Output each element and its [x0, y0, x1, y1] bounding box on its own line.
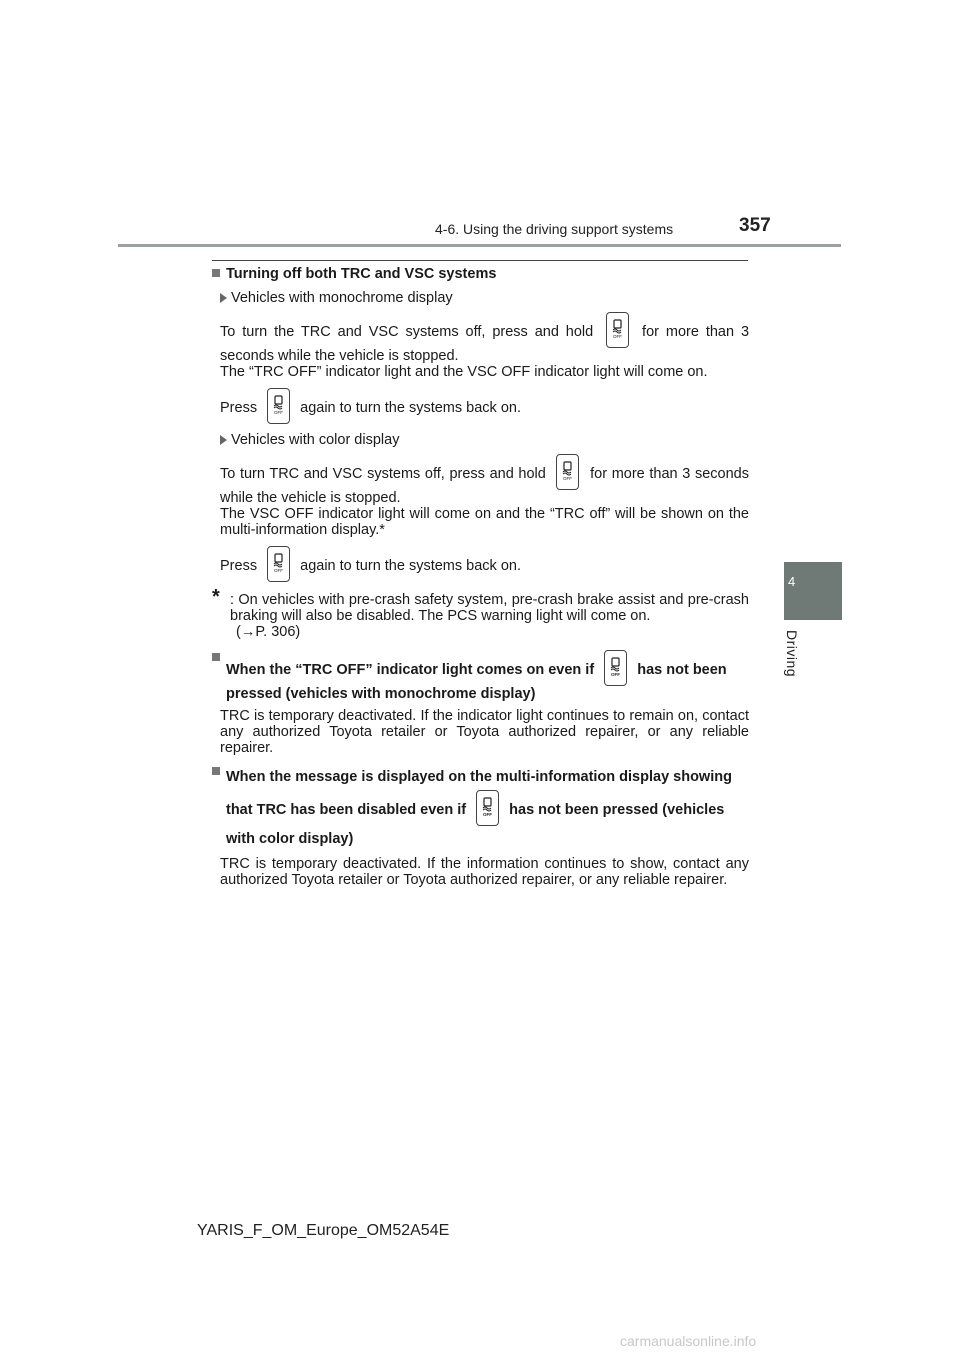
result-paragraph: The VSC OFF indicator light will come on and the “TRC off” will be shown on the multi-information display.*: [220, 506, 749, 538]
subsection-label: Vehicles with color display: [220, 432, 749, 448]
restore-paragraph: Press OFF again to turn the systems back on.: [220, 546, 749, 582]
svg-text:OFF: OFF: [613, 334, 623, 339]
subsection-label: Vehicles with monochrome display: [220, 290, 749, 306]
section-trc-disabled-message: [212, 764, 749, 888]
page-number: 357: [739, 215, 771, 236]
footnote-text: : On vehicles with pre-crash safety system, pre-crash brake assist and pre-crash braking will also be disabled. The PCS warning light will come on.: [230, 592, 749, 624]
watermark: carmanualsonline.info: [620, 1333, 757, 1349]
section-body: TRC is temporary deactivated. If the indicator light continues to remain on, contact any authorized Toyota retailer or Toyota authorized repairer, or any reliable repairer.: [220, 708, 749, 756]
vsc-off-button-icon: [606, 312, 629, 348]
footnote-mark: *: [212, 586, 220, 608]
square-bullet-icon: [212, 653, 220, 661]
square-bullet-icon: [212, 767, 220, 775]
instruction-paragraph: To turn TRC and VSC systems off, press and hold OFF for more than 3 seconds while the vehicle is stopped.: [220, 454, 749, 506]
svg-text:OFF: OFF: [274, 410, 284, 415]
header-title: 4-6. Using the driving support systems: [435, 221, 674, 237]
section-heading: When the “TRC OFF” indicator light comes on even if OFF has not been pressed (vehicles with monochrome display): [212, 650, 749, 702]
content-divider: [212, 260, 748, 261]
page-content: [212, 266, 749, 888]
color-display-block: [220, 432, 749, 582]
section-trc-off-indicator: [212, 650, 749, 756]
svg-text:OFF: OFF: [563, 476, 573, 481]
vsc-off-button-icon: [556, 454, 579, 490]
instruction-paragraph: To turn the TRC and VSC systems off, press and hold OFF for more than 3 seconds while the vehicle is stopped.: [220, 312, 749, 364]
svg-text:OFF: OFF: [274, 568, 284, 573]
header-divider: [118, 244, 841, 247]
result-paragraph: The “TRC OFF” indicator light and the VSC OFF indicator light will come on.: [220, 364, 708, 380]
section-body: TRC is temporary deactivated. If the information continues to show, contact any authorized Toyota retailer or Toyota authorized repairer, or any reliable repairer.: [220, 856, 749, 888]
restore-paragraph: Press OFF again to turn the systems back on.: [220, 388, 749, 424]
triangle-bullet-icon: [220, 435, 227, 445]
section-heading: Turning off both TRC and VSC systems: [212, 266, 749, 282]
svg-text:OFF: OFF: [611, 672, 621, 677]
square-bullet-icon: [212, 269, 220, 277]
monochrome-display-block: [220, 290, 749, 424]
svg-text:OFF: OFF: [483, 812, 493, 817]
chapter-tab: [784, 562, 842, 620]
chapter-number: 4: [788, 574, 796, 589]
section-heading: When the message is displayed on the multi-information display showing that TRC has been disabled even if OFF has not been pressed (vehicles with color display): [212, 764, 749, 852]
document-footer: YARIS_F_OM_Europe_OM52A54E: [197, 1222, 450, 1239]
vsc-off-button-icon: [476, 790, 499, 826]
footnote: [212, 586, 749, 640]
vsc-off-button-icon: [267, 388, 290, 424]
page-reference: (→P. 306): [236, 624, 301, 640]
vsc-off-button-icon: [267, 546, 290, 582]
section-turn-off-trc-vsc: [212, 266, 749, 640]
triangle-bullet-icon: [220, 293, 227, 303]
vsc-off-button-icon: [604, 650, 627, 686]
chapter-label: Driving: [784, 630, 800, 678]
